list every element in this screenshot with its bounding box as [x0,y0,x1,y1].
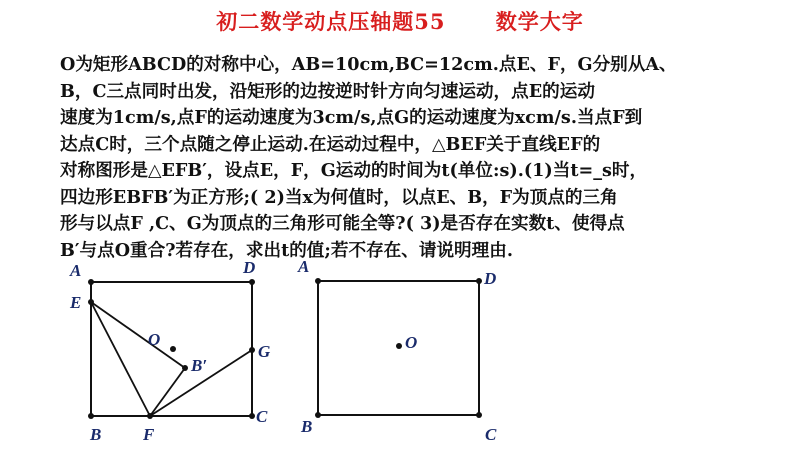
label-g: G [258,342,271,361]
label-a-right: A [298,257,310,276]
label-b-prime: B′ [191,356,208,375]
point-a-right [315,278,321,284]
problem-line: 形与以点F ,C、G为顶点的三角形可能全等?( 3)是否存在实数t、使得点 [60,213,625,234]
label-c-right: C [485,425,497,444]
label-o-right: O [405,333,418,352]
label-c: C [256,407,268,426]
segment-eb-prime [91,302,185,368]
problem-line: 速度为1cm/s,点F的运动速度为3cm/s,点G的运动速度为xcm/s.当点F到 [60,107,643,128]
label-b: B [90,425,102,444]
segment-ef [91,302,150,416]
label-f: F [143,425,155,444]
label-d: D [243,258,256,277]
point-b [88,413,94,419]
segment-fb-prime [150,368,185,416]
label-d-right: D [484,269,497,288]
label-e: E [70,293,82,312]
figure-right [297,257,497,444]
author-text: 数学大字 [495,9,584,34]
point-a [88,279,94,285]
point-d-right [476,278,482,284]
point-c [249,413,255,419]
problem-line: 达点C时，三个点随之停止运动.在运动过程中，△BEF关于直线EF的 [60,133,601,155]
problem-line: O为矩形ABCD的对称中心，AB=10cm,BC=12cm.点E、F，G分别从A、 [60,54,677,75]
label-b-right: B [301,417,313,436]
point-o-right [396,343,402,349]
figure-left [69,258,271,444]
label-a: A [70,261,82,280]
problem-line: B，C三点同时出发，沿矩形的边按逆时针方向匀速运动，点E的运动 [60,80,595,102]
point-f [147,413,153,419]
point-o [170,346,176,352]
title-text: 初二数学动点压轴题55 [216,9,446,34]
point-g [249,347,255,353]
point-c-right [476,412,482,418]
problem-line: 四边形EBFB′为正方形;( 2)当x为何值时，以点E、B，F为顶点的三角 [60,186,618,208]
problem-line: 对称图形是△EFB′，设点E，F，G运动的时间为t(单位:s).(1)当t=_s时， [60,160,648,181]
label-o: O [148,330,161,349]
point-d [249,279,255,285]
problem-line: B′与点O重合?若存在，求出t的值;若不存在、请说明理由. [60,239,513,261]
point-e [88,299,94,305]
point-b-prime [182,365,188,371]
point-b-right [315,412,321,418]
